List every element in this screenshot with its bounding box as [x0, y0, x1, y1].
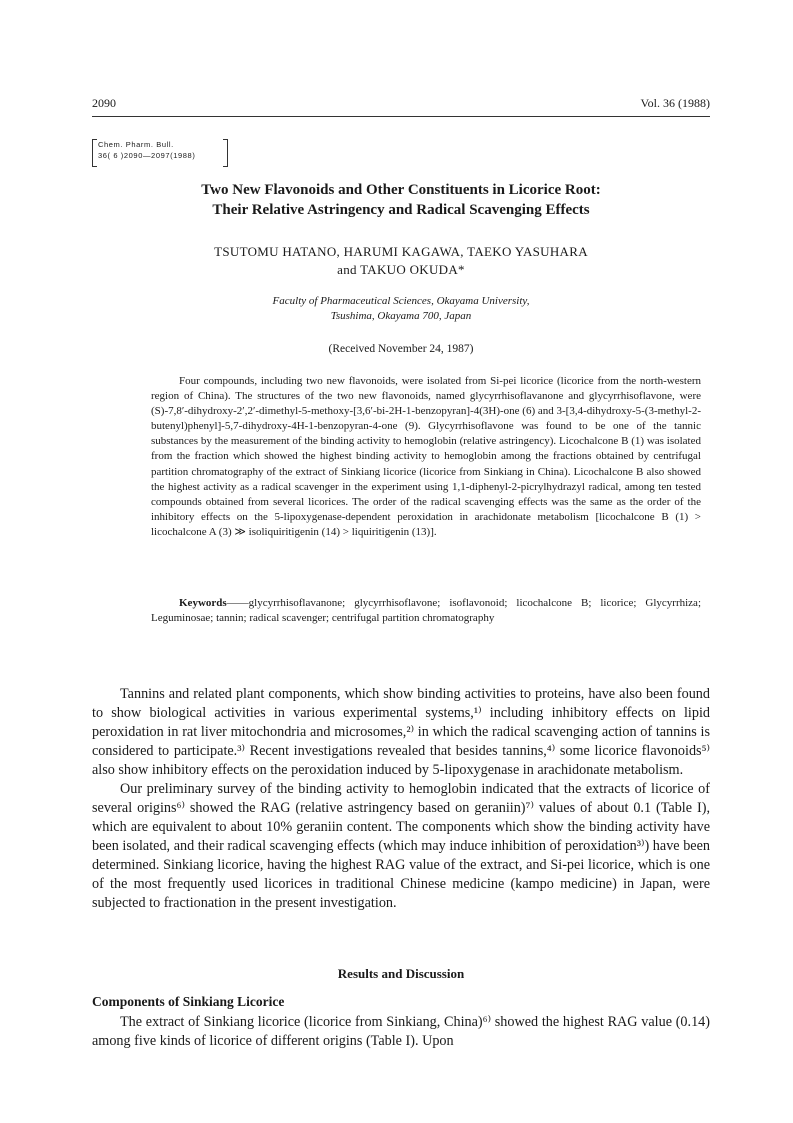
page-header	[92, 96, 710, 114]
title-line-1: Two New Flavonoids and Other Constituents in Licorice Root:	[201, 182, 601, 198]
abstract	[151, 374, 701, 540]
intro-paragraph-2: Our preliminary survey of the binding activity to hemoglobin indicated that the extracts of licorice of several origins⁶⁾ showed the RAG (relative astringency based on geraniin)⁷⁾ values of about 0.1 (Table I), which are equivalent to about 10% geraniin content. The components which show the binding activity have been isolated, and their radical scavenging effects (which may induce inhibition of peroxidation³⁾) have been determined. Sinkiang licorice, having the highest RAG value of the extract, and Si-pei licorice, which is one of the most frequently used licorices in traditional Chinese medicine (kampo medicine) in Japan, were subjected to fractionation in the present investigation.	[92, 781, 710, 911]
page-number: 2090	[92, 96, 116, 110]
subsection-heading: Components of Sinkiang Licorice	[92, 994, 285, 1009]
keywords-label: Keywords	[179, 597, 227, 609]
journal-citation	[92, 139, 228, 167]
volume-label: Vol. 36 (1988)	[640, 96, 710, 110]
article-title	[92, 180, 710, 220]
keywords	[151, 596, 701, 626]
affiliation-line-1: Faculty of Pharmaceutical Sciences, Okayama University,	[272, 295, 530, 307]
intro-paragraph-1: Tannins and related plant components, which show binding activities to proteins, have also been found to show biological activities in various experimental systems,¹⁾ including inhibitory effects on lipid peroxidation in rat liver mitochondria and microsomes,²⁾ in which the radical scavenging action of tannins is considered to participate.³⁾ Recent investigations revealed that besides tannins,⁴⁾ some licorice flavonoids⁵⁾ also show inhibitory effects on the peroxidation induced by 5-lipoxygenase in arachidonate metabolism.	[92, 686, 710, 778]
authors-line-2: and TAKUO OKUDA*	[337, 262, 465, 277]
citation-pages: 36( 6 )2090—2097(1988)	[98, 151, 196, 160]
received-date: (Received November 24, 1987)	[328, 343, 474, 355]
affiliation	[92, 294, 710, 324]
title-line-2: Their Relative Astringency and Radical Scavenging Effects	[212, 202, 590, 218]
header-rule	[92, 116, 710, 117]
citation-journal: Chem. Pharm. Bull.	[98, 140, 174, 149]
results-paragraph-1: The extract of Sinkiang licorice (licorice from Sinkiang, China)⁶⁾ showed the highest RAG value (0.14) among five kinds of licorice of different origins (Table I). Upon	[92, 1014, 710, 1049]
introduction	[92, 685, 710, 913]
section-heading: Results and Discussion	[337, 966, 465, 981]
authors-line-1: TSUTOMU HATANO, HARUMI KAGAWA, TAEKO YASUHARA	[214, 244, 588, 259]
abstract-text: Four compounds, including two new flavonoids, were isolated from Si-pei licorice (licorice from the north-western region of China). The structures of the two new flavonoids, named glycyrrhisoflavanone and glycyrrhisoflavone, were (S)-7,8′-dihydroxy-2′,2′-dimethyl-5-methoxy-[3,6′-bi-2H-1-benzopyran]-4(3H)-one (6) and 3-[3,4-dihydroxy-5-(3-methyl-2-butenyl)phenyl]-5,7-dihydroxy-4H-1-benzopyran-4-one (9). Glycyrrhisoflavone was found to be one of the tannic substances by the measurement of the binding activity to hemoglobin (relative astringency). Licochalcone B (1) was isolated from the fraction which showed the highest binding activity to hemoglobin among the fractions obtained by centrifugal partition chromatography of the extract of Sinkiang licorice (licorice from Sinkiang in China). Licochalcone B also showed the highest activity as a radical scavenger in the experiment using 1,1-diphenyl-2-picrylhydrazyl radical, among ten tested compounds obtained from several licorices. The order of the radical scavenging effects was the same as the order of the inhibitory effects on the 5-lipoxygenase-dependent peroxidation in arachidonate metabolism [licochalcone B (1) > licochalcone A (3) ≫ isoliquiritigenin (14) > liquiritigenin (13)].	[151, 375, 701, 538]
author-list	[92, 243, 710, 279]
affiliation-line-2: Tsushima, Okayama 700, Japan	[330, 310, 472, 322]
keywords-text: ——glycyrrhisoflavanone; glycyrrhisoflavone; isoflavonoid; licochalcone B; licorice; Glycyrrhiza; Leguminosae; tannin; radical scavenger; centrifugal partition chromatography	[151, 597, 701, 624]
results-text	[92, 1013, 710, 1051]
